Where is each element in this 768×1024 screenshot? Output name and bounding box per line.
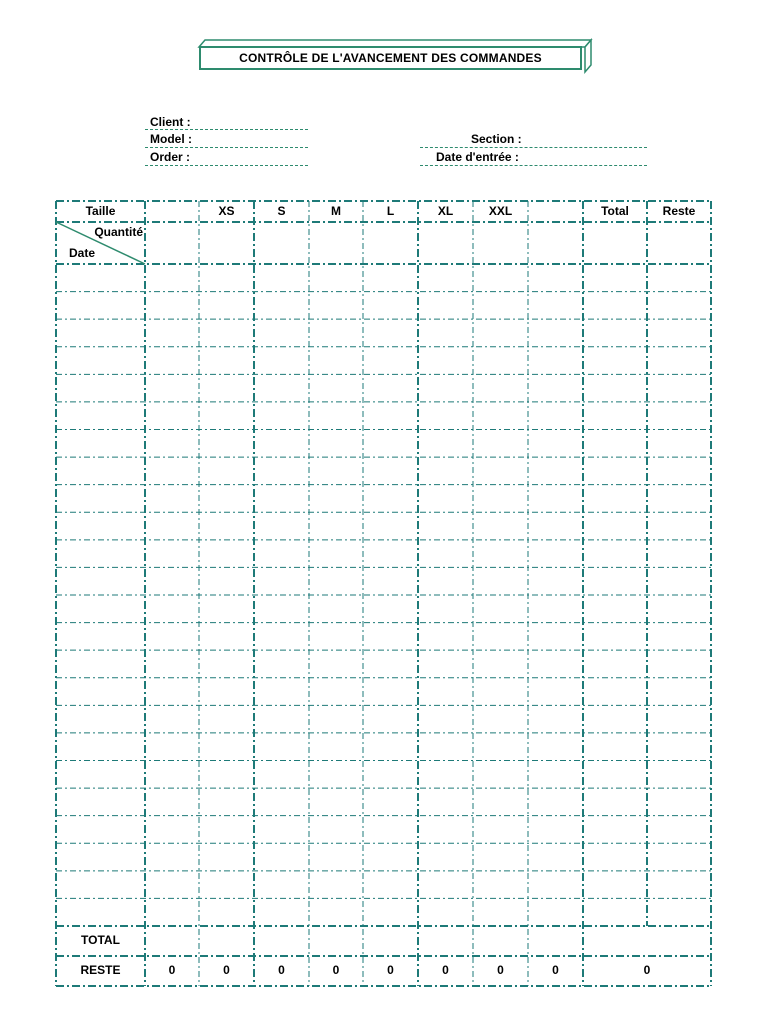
reste-value: 0 bbox=[442, 963, 449, 977]
header-size-m: M bbox=[331, 203, 341, 218]
total-row-label: TOTAL bbox=[81, 933, 120, 947]
reste-total-value: 0 bbox=[643, 963, 651, 977]
reste-value: 0 bbox=[497, 963, 504, 977]
header-size-xs: XS bbox=[218, 203, 235, 218]
reste-value: 0 bbox=[168, 963, 176, 977]
section-label: Section : bbox=[471, 132, 522, 146]
reste-value: 0 bbox=[223, 963, 230, 977]
header-size-xxl: XXL bbox=[488, 203, 513, 218]
header-size-l: L bbox=[386, 203, 395, 218]
header-size-xl: XL bbox=[437, 203, 454, 218]
reste-value: 0 bbox=[332, 963, 340, 977]
diag-date-label: Date bbox=[69, 246, 96, 260]
model-label: Model : bbox=[150, 132, 192, 146]
header-reste: Reste bbox=[662, 203, 696, 218]
reste-value: 0 bbox=[278, 963, 285, 977]
client-label: Client : bbox=[150, 115, 191, 129]
header-taille: Taille bbox=[85, 203, 116, 218]
header-total: Total bbox=[601, 203, 629, 218]
date-entree-label: Date d'entrée : bbox=[436, 150, 519, 164]
header-size-s: S bbox=[277, 203, 286, 218]
page-title: CONTRÔLE DE L'AVANCEMENT DES COMMANDES bbox=[199, 46, 582, 70]
order-label: Order : bbox=[150, 150, 191, 164]
diag-quantite-label: Quantité bbox=[94, 225, 143, 239]
reste-row-label: RESTE bbox=[80, 963, 121, 977]
reste-value: 0 bbox=[552, 963, 559, 977]
reste-value: 0 bbox=[387, 963, 394, 977]
